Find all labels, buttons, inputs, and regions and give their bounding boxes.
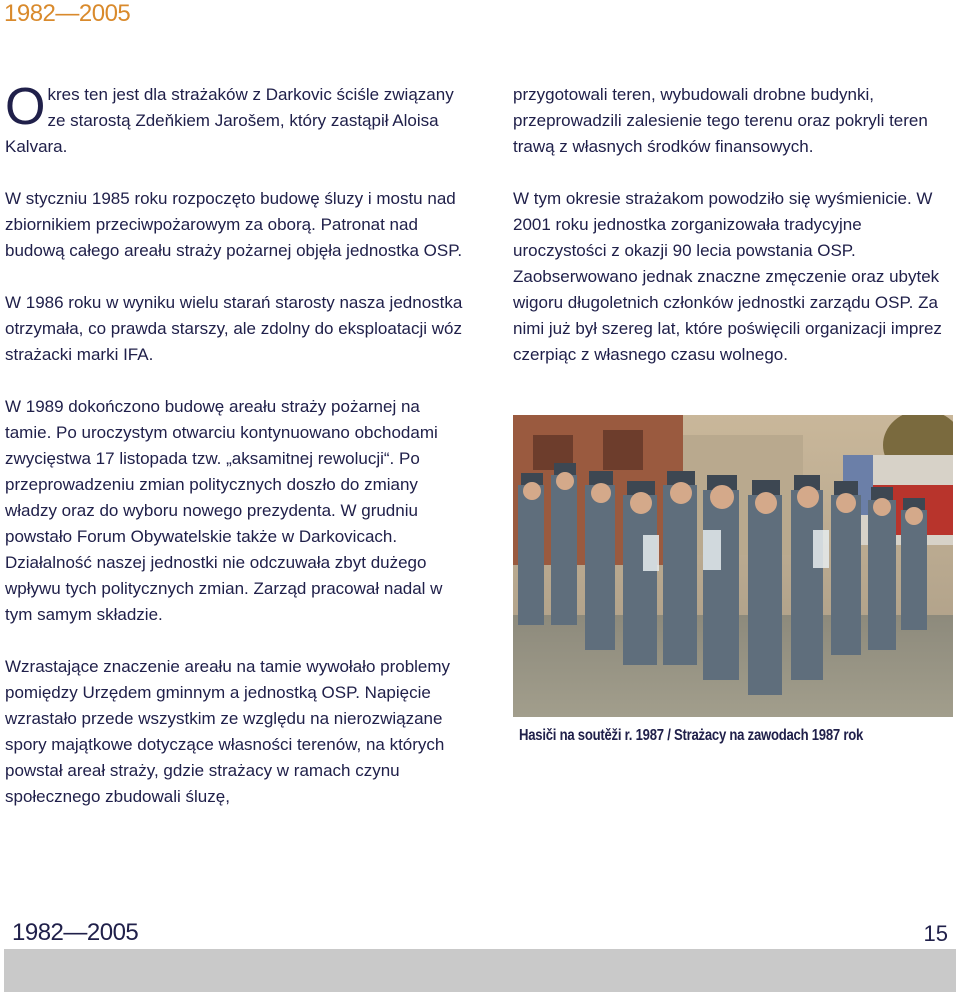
left-text-column	[5, 78, 465, 810]
paragraph-areal: Wzrastające znaczenie areału na tamie wywołało problemy pomiędzy Urzędem gminnym a jednostką OSP. Napięcie wzrastało przede wszystkim ze względu na nierozwiązane spory majątkowe dotyczące własności terenów, na których powstał areał straży, gdzie strażacy w ramach czynu społecznego zbudowali śluzę,	[5, 657, 451, 806]
intro-paragraph	[5, 78, 465, 160]
page-number: 15	[923, 921, 948, 946]
drop-cap: O	[5, 78, 46, 136]
paragraph-continuation: przygotowali teren, wybudowali drobne budynki, przeprowadzili zalesienie tego terenu oraz pokryli teren trawą z własnych środków finansowych.	[513, 85, 928, 156]
intro-paragraph-text: kres ten jest dla strażaków z Darkovic ściśle związany ze starostą Zdeňkiem Jarošem, który zastąpił Aloisa Kalvara.	[5, 85, 454, 156]
paragraph-1985: W styczniu 1985 roku rozpoczęto budowę śluzy i mostu nad zbiornikiem przeciwpożarowym za oborą. Patronat nad budową całego areału straży pożarnej objęła jednostka OSP.	[5, 189, 463, 260]
footer-title: 1982—2005	[12, 919, 139, 946]
right-text-column	[513, 82, 958, 368]
footer-bar	[4, 949, 956, 992]
paragraph-2001: W tym okresie strażakom powodziło się wyśmienicie. W 2001 roku jednostka zorganizowała tradycyjne uroczystości z okazji 90 lecia powstania OSP. Zaobserwowano jednak znaczne zmęczenie oraz ubytek wigoru długoletnich członków jednostki zarządu OSP. Za nimi już był szereg lat, które poświęcili organizacji imprez czerpiąc z własnego czasu wolnego.	[513, 189, 942, 364]
paragraph-1986: W 1986 roku w wyniku wielu starań starosty nasza jednostka otrzymała, co prawda starszy, ale zdolny do eksploatacji wóz strażacki marki IFA.	[5, 293, 463, 364]
paragraph-1989: W 1989 dokończono budowę areału straży pożarnej na tamie. Po uroczystym otwarciu kontynuowano obchodami zwycięstwa 17 listopada tzw. „aksamitnej rewolucji“. Po przeprowadzeniu zmian politycznych doszło do zmiany władzy oraz do wyboru nowego prezydenta. W grudniu powstało Forum Obywatelskie także w Darkovicach. Działalność naszej jednostki nie odczuwała zbyt dużego wpływu tych politycznych zmian. Zarząd pracował nadal w tym samym składzie.	[5, 397, 443, 624]
photo-caption: Hasiči na soutěži r. 1987 / Strażacy na zawodach 1987 rok	[519, 727, 864, 744]
firefighters-photo	[513, 415, 953, 717]
section-heading: 1982—2005	[4, 0, 131, 27]
